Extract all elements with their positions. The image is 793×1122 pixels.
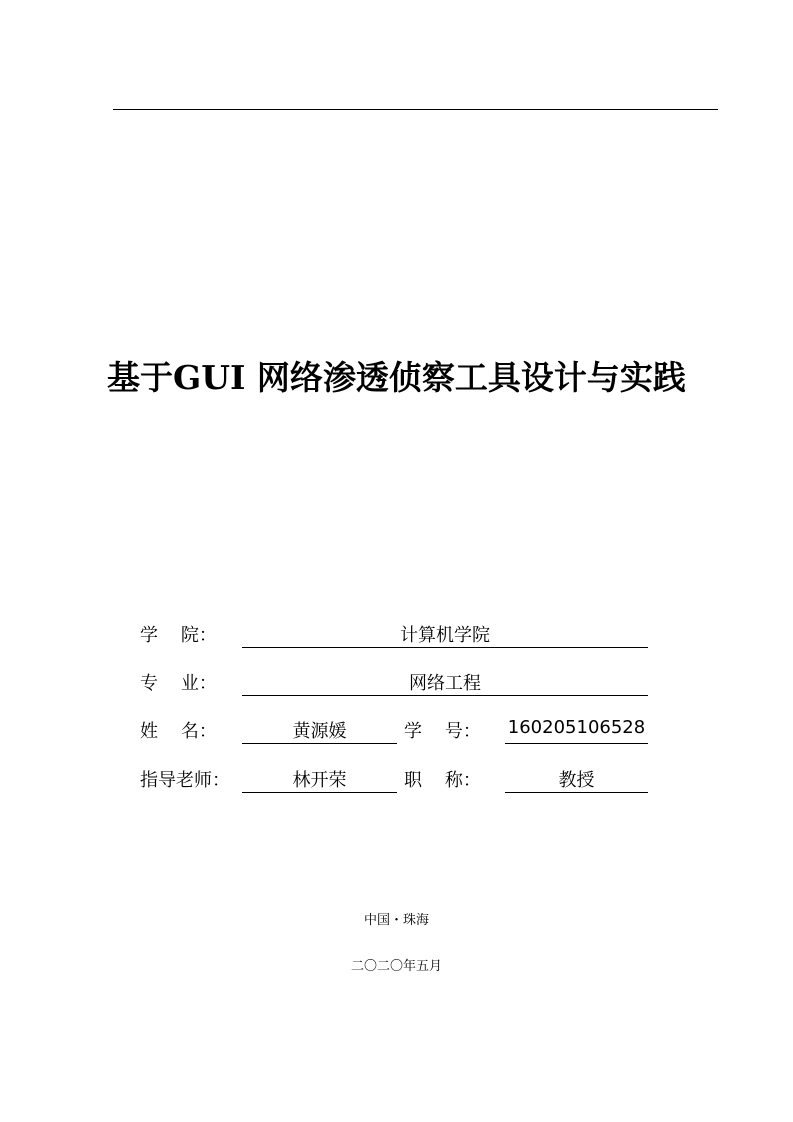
major-label: 专 业： xyxy=(140,673,217,694)
header-rule xyxy=(113,109,718,110)
date-text: 二〇二〇年五月 xyxy=(350,959,442,974)
college-label: 学 院： xyxy=(140,625,217,646)
college-row xyxy=(140,621,660,649)
advisor-value: 林开荣 xyxy=(242,766,397,793)
name-label: 姓 名： xyxy=(140,721,217,742)
name-value: 黄源媛 xyxy=(242,717,397,744)
advisor-row xyxy=(140,766,660,794)
rank-value: 教授 xyxy=(505,766,648,793)
rank-label: 职 称： xyxy=(404,770,481,791)
major-value: 网络工程 xyxy=(242,669,648,696)
name-row xyxy=(140,717,660,745)
major-row xyxy=(140,669,660,697)
student-id-label: 学 号： xyxy=(404,721,481,742)
student-id-value: 160205106528 xyxy=(505,717,648,744)
thesis-title: 基于GUI 网络渗透侦察工具设计与实践 xyxy=(107,358,686,397)
location-text: 中国・珠海 xyxy=(363,913,429,928)
advisor-label: 指导老师： xyxy=(140,770,230,791)
college-value: 计算机学院 xyxy=(242,621,648,648)
